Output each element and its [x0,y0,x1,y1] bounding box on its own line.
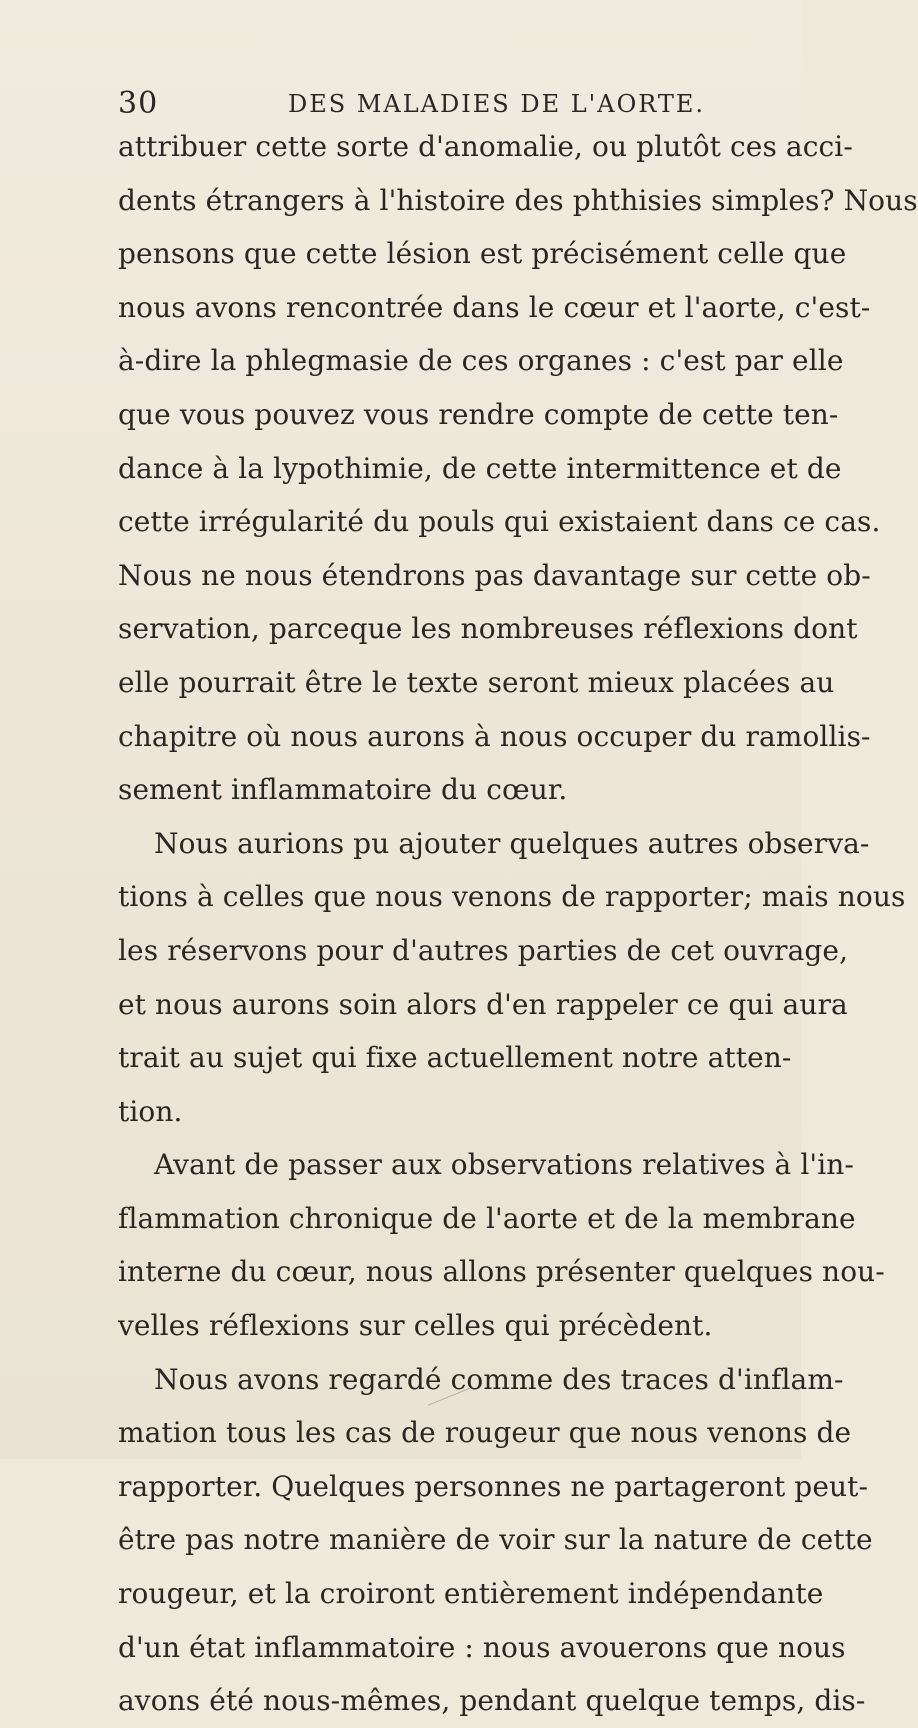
text-line: interne du cœur, nous allons présenter quelques nou- [118,1255,885,1289]
text-line: pensons que cette lésion est précisément celle que [118,237,847,271]
text-line: nous avons rencontrée dans le cœur et l'aorte, c'est- [118,290,871,324]
text-line: elle pourrait être le texte seront mieux placées au [118,665,835,699]
text-line: cette irrégularité du pouls qui existaient dans ce cas. [118,505,881,539]
text-line: avons été nous-mêmes, pendant quelque temps, dis- [118,1684,866,1718]
text-line: les réservons pour d'autres parties de cet ouvrage, [118,933,849,967]
page-number: 30 [118,86,159,121]
text-line: être pas notre manière de voir sur la nature de cette [118,1523,873,1557]
text-line: servation, parceque les nombreuses réflexions dont [118,612,858,646]
text-line: mation tous les cas de rougeur que nous venons de [118,1416,852,1450]
text-line: et nous aurons soin alors d'en rappeler ce qui aura [118,987,848,1021]
text-line: dents étrangers à l'histoire des phthisies simples? Nous [118,183,918,217]
paragraph-start-line: Nous aurions pu ajouter quelques autres observa- [154,826,870,860]
text-line: que vous pouvez vous rendre compte de cette ten- [118,397,839,431]
text-line: attribuer cette sorte d'anomalie, ou plutôt ces acci- [118,130,853,163]
text-line: à-dire la phlegmasie de ces organes : c'est par elle [118,344,844,378]
body-text [118,120,918,1728]
running-head: DES MALADIES DE L'AORTE. [288,90,706,118]
text-line: tion. [118,1094,183,1128]
text-line: sement inflammatoire du cœur. [118,773,568,807]
text-line: chapitre où nous aurons à nous occuper du ramollis- [118,719,871,753]
text-line: flammation chronique de l'aorte et de la membrane [118,1201,856,1235]
text-line: trait au sujet qui fixe actuellement notre atten- [118,1041,792,1075]
text-line: rougeur, et la croiront entièrement indépendante [118,1577,824,1611]
paragraph-start-line: Nous avons regardé comme des traces d'inflam- [154,1362,844,1396]
paragraph-start-line: Avant de passer aux observations relatives à l'in- [154,1148,854,1182]
text-line: tions à celles que nous venons de rapporter; mais nous [118,880,906,914]
text-line: dance à la lypothimie, de cette intermittence et de [118,451,842,485]
text-line: velles réflexions sur celles qui précèdent. [118,1309,713,1343]
text-line: Nous ne nous étendrons pas davantage sur cette ob- [118,558,871,592]
text-line: d'un état inflammatoire : nous avouerons que nous [118,1630,846,1664]
text-line: rapporter. Quelques personnes ne partageront peut- [118,1469,869,1503]
page-header [118,84,778,124]
